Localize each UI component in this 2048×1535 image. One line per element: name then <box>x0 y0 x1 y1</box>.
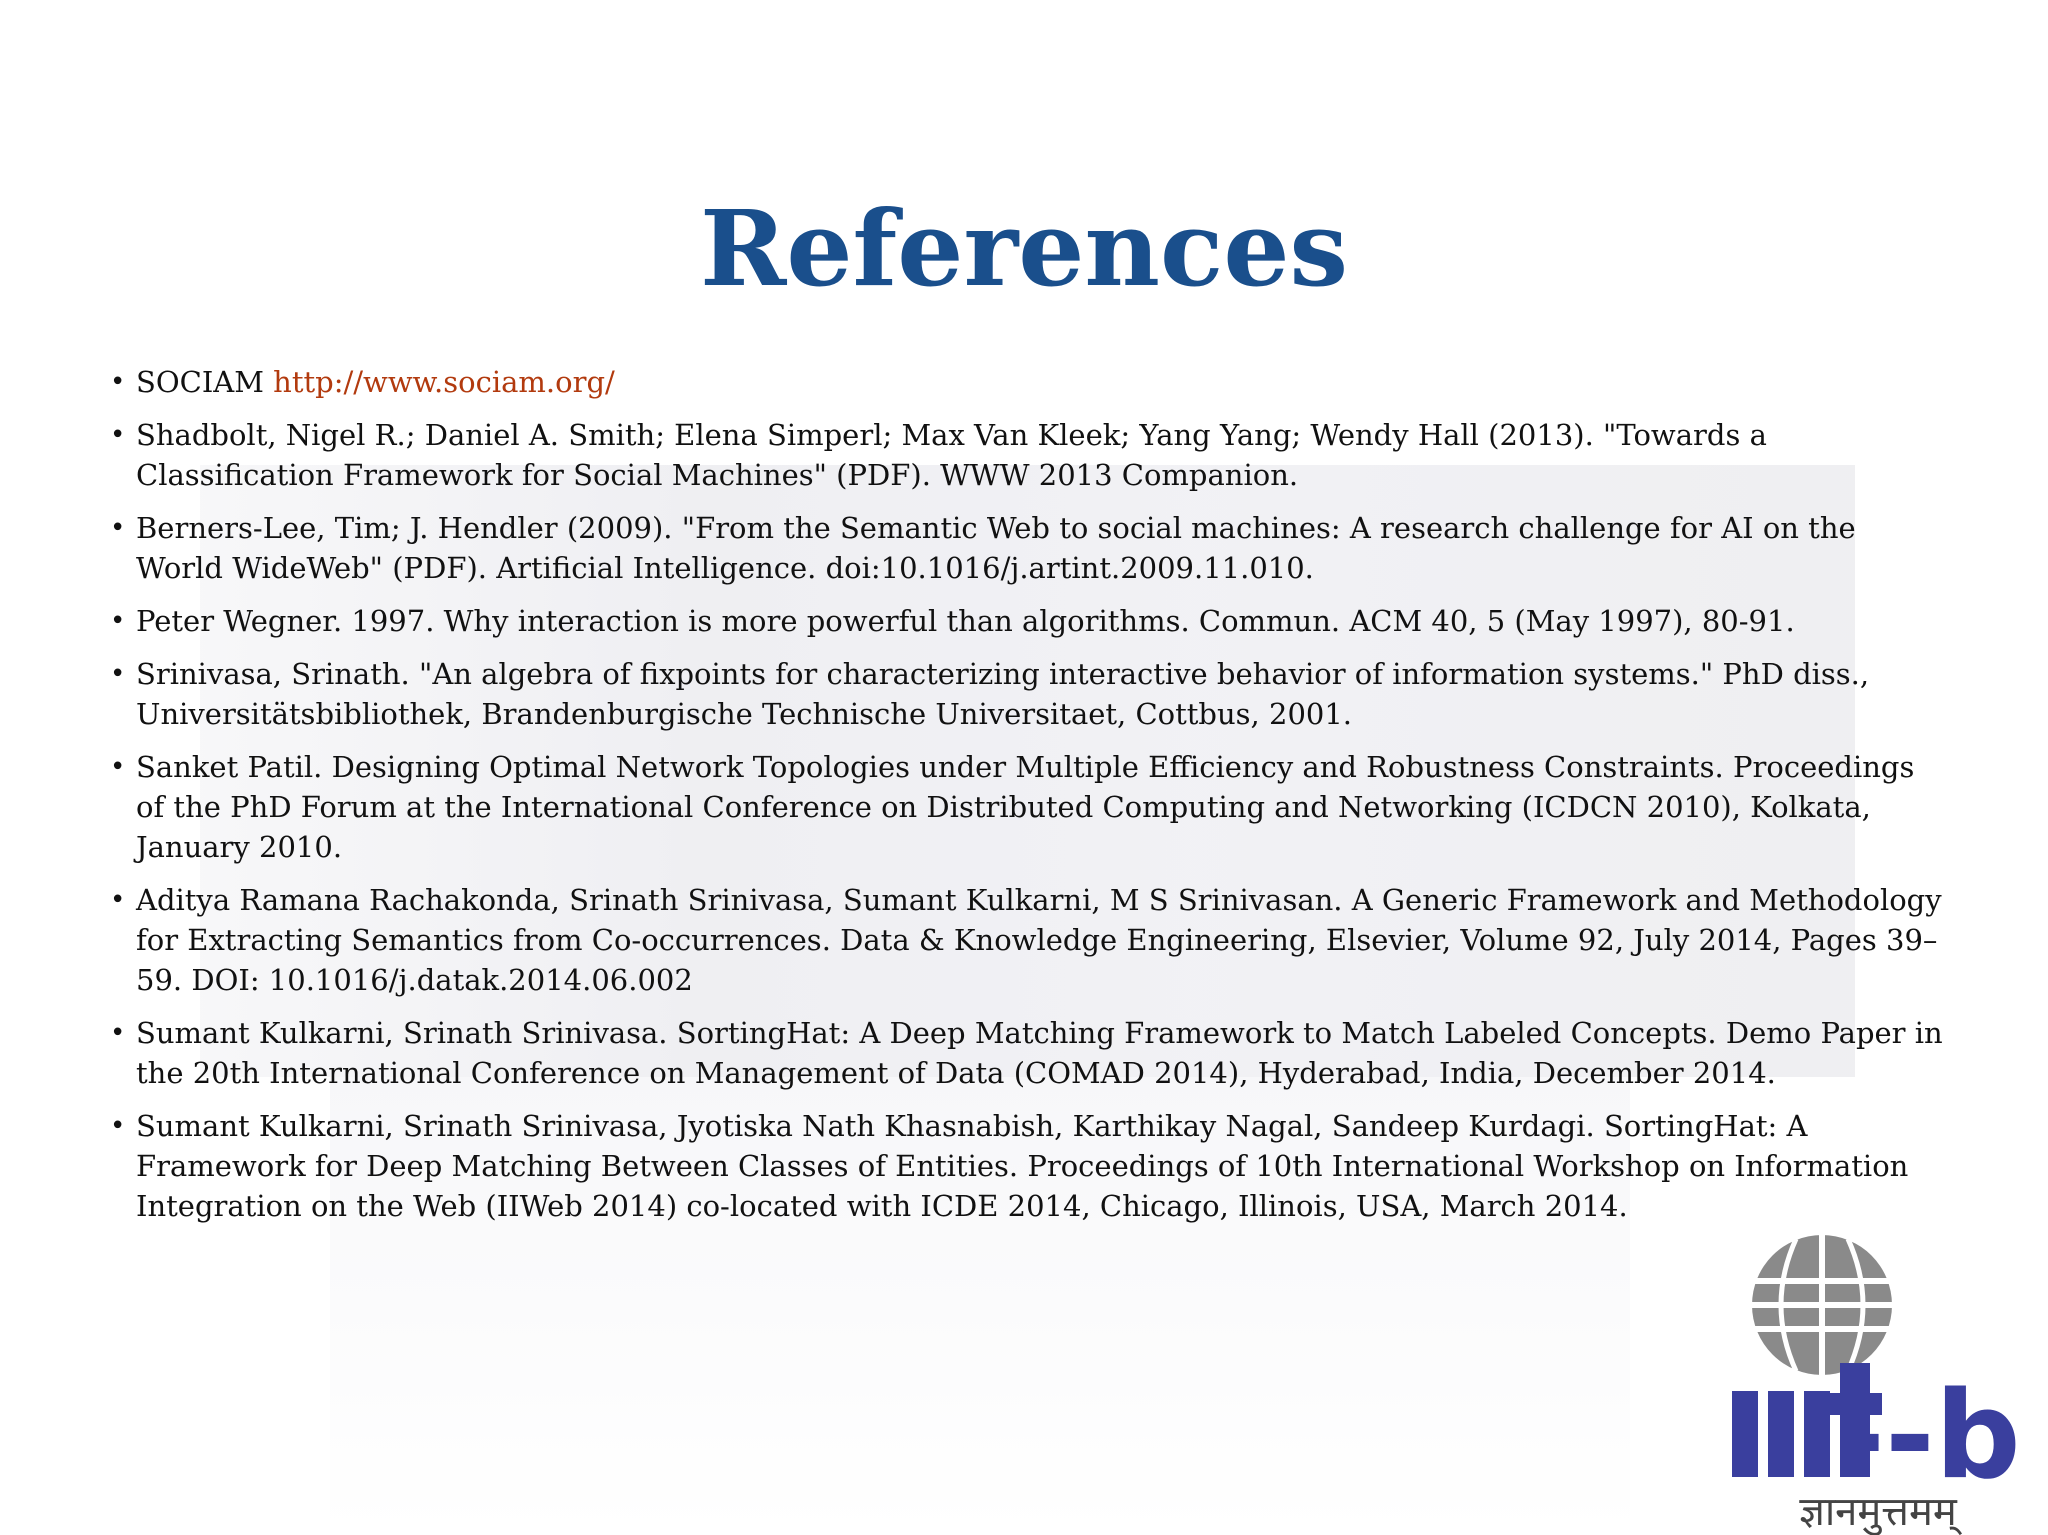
reference-item: • Shadbolt, Nigel R.; Daniel A. Smith; Elena Simperl; Max Van Kleek; Yang Yang; Wendy Hall (2013). "Towards a Classification Framework for Social Machines" (PDF). WWW 2013 Companion. <box>110 415 1950 495</box>
reference-item: • Peter Wegner. 1997. Why interaction is more powerful than algorithms. Commun. ACM 40, 5 (May 1997), 80-91. <box>110 601 1950 641</box>
reference-item: • Sumant Kulkarni, Srinath Srinivasa. SortingHat: A Deep Matching Framework to Match Labeled Concepts. Demo Paper in the 20th International Conference on Management of Data (COMAD 2014), Hyderabad, India, December 2014. <box>110 1013 1950 1093</box>
logo-wordmark: --b <box>1835 1367 2021 1506</box>
reference-text: SOCIAM <box>136 365 274 399</box>
iiitb-logo <box>1728 1233 2048 1535</box>
reference-item: • Aditya Ramana Rachakonda, Srinath Srinivasa, Sumant Kulkarni, M S Srinivasan. A Generic Framework and Methodology for Extracting Semantics from Co-occurrences. Data & Knowledge Engineering, Elsevier, Volume 92, July 2014, Pages 39–59. DOI: 10.1016/j.datak.2014.06.002 <box>110 880 1950 1000</box>
reference-item: • Berners-Lee, Tim; J. Hendler (2009). "From the Semantic Web to social machines: A research challenge for AI on the World WideWeb" (PDF). Artificial Intelligence. doi:10.1016/j.artint.2009.11.010. <box>110 508 1950 588</box>
logo-motto: ज्ञानमुत्तमम् <box>1799 1489 1957 1535</box>
references-list <box>110 362 1950 1239</box>
reference-link[interactable]: http://www.sociam.org/ <box>273 365 615 399</box>
globe-icon <box>1752 1235 1892 1375</box>
slide-title: References <box>699 186 1349 310</box>
reference-item <box>110 362 1950 402</box>
reference-item: • Srinivasa, Srinath. "An algebra of fixpoints for characterizing interactive behavior of information systems." PhD diss., Universitätsbibliothek, Brandenburgische Technische Universitaet, Cottbus, 2001. <box>110 654 1950 734</box>
reference-item: • Sanket Patil. Designing Optimal Network Topologies under Multiple Efficiency and Robustness Constraints. Proceedings of the PhD Forum at the International Conference on Distributed Computing and Networking (ICDCN 2010), Kolkata, January 2010. <box>110 747 1950 867</box>
reference-item: • Sumant Kulkarni, Srinath Srinivasa, Jyotiska Nath Khasnabish, Karthikay Nagal, Sandeep Kurdagi. SortingHat: A Framework for Deep Matching Between Classes of Entities. Proceedings of 10th International Workshop on Information Integration on the Web (IIWeb 2014) co-located with ICDE 2014, Chicago, Illinois, USA, March 2014. <box>110 1106 1950 1226</box>
